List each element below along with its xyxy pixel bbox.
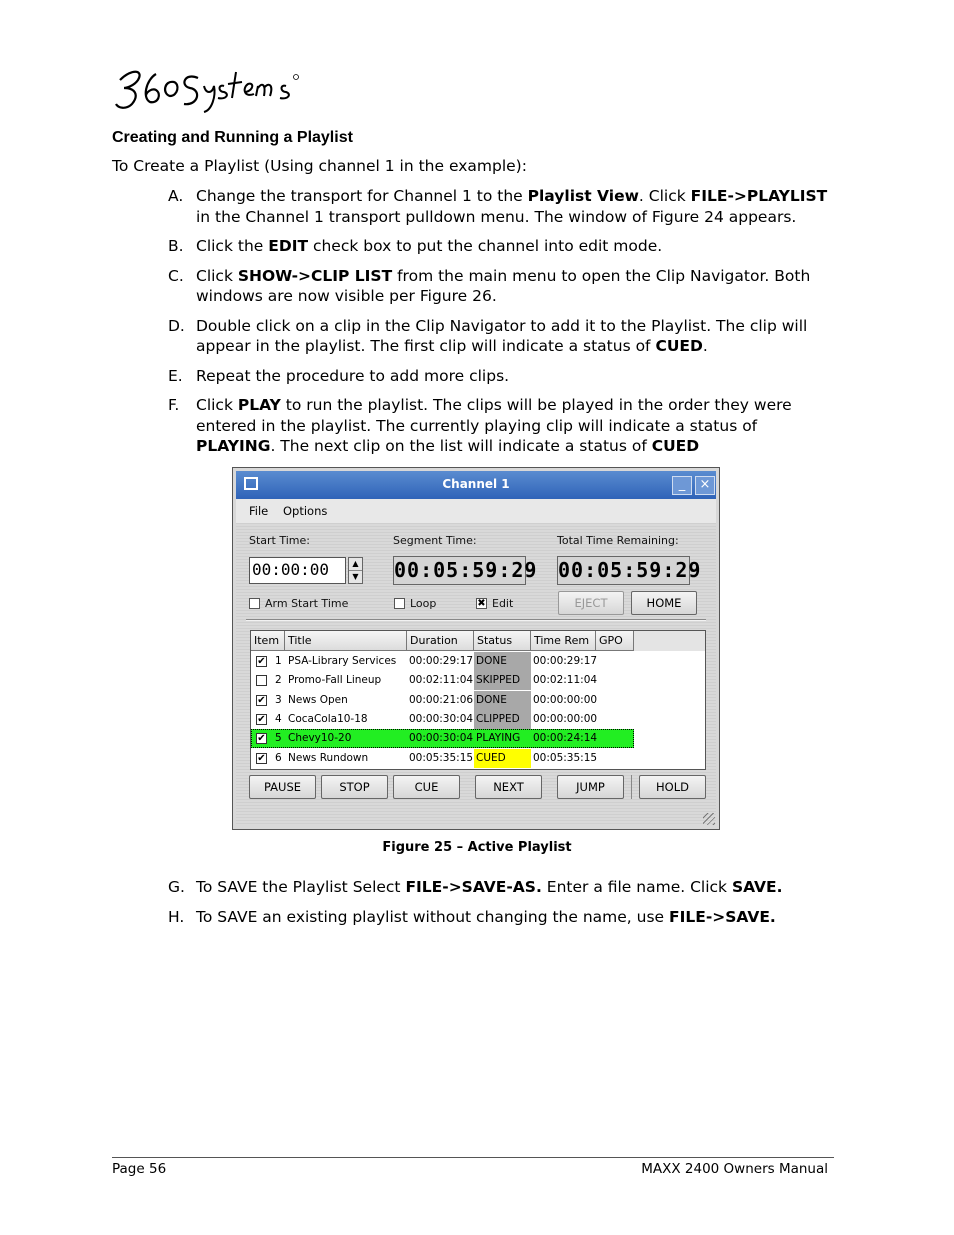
row-checkbox[interactable]: ✔ — [257, 733, 266, 745]
row-checkbox[interactable]: ✔ — [257, 656, 266, 667]
step-letter: C. — [168, 266, 184, 285]
step-fragment: Repeat the procedure to add more clips. — [196, 366, 510, 385]
cell-item: 6 — [275, 751, 282, 764]
cell-time-rem: 00:00:00:00 — [533, 693, 598, 706]
cell-item: 5 — [275, 732, 282, 745]
step-item — [168, 316, 838, 357]
cell-item: 3 — [275, 693, 282, 706]
step-fragment: Click the — [196, 237, 269, 255]
step-emphasis: SAVE. — [731, 878, 783, 896]
step-item — [168, 186, 838, 227]
step-fragment: check box to put the channel into edit mode. — [308, 237, 663, 255]
next-button[interactable]: NEXT — [475, 775, 542, 799]
step-letter: B. — [168, 237, 184, 255]
table-row[interactable] — [251, 710, 705, 729]
row-checkbox[interactable]: ✔ — [257, 713, 266, 725]
step-letter: D. — [168, 316, 185, 335]
steps-list-continued — [168, 877, 838, 936]
menu-bar — [236, 499, 716, 523]
cell-status: DONE — [476, 655, 507, 667]
cell-title: PSA-Library Services — [288, 655, 397, 667]
arm-start-label: Arm Start Time — [265, 597, 349, 610]
step-text — [196, 395, 838, 457]
column-header-title[interactable]: Title — [285, 631, 407, 651]
stop-button[interactable]: STOP — [321, 775, 388, 799]
step-fragment: Enter a file name. Click — [541, 878, 732, 896]
step-emphasis: Playlist View — [527, 187, 639, 205]
total-remaining-label: Total Time Remaining: — [557, 534, 679, 547]
step-fragment: . Click — [638, 187, 691, 205]
page-number: Page 56 — [112, 1161, 167, 1177]
edit-checkbox[interactable]: ✖ — [477, 598, 486, 609]
total-remaining-display: 00:05:59:29 — [557, 556, 690, 585]
home-button[interactable]: HOME — [631, 591, 697, 615]
step-emphasis: FILE->PLAYLIST — [690, 187, 828, 205]
step-letter: H. — [168, 907, 185, 926]
table-header — [251, 631, 705, 651]
spin-down-icon[interactable]: ▼ — [352, 572, 359, 581]
cell-item: 1 — [275, 655, 282, 667]
cell-time-rem: 00:05:35:15 — [533, 751, 598, 764]
start-time-spinner[interactable] — [348, 557, 363, 584]
step-item — [168, 877, 838, 898]
step-fragment: Double click on a clip in the Clip Navigator to add it to the Playlist. The clip will appear in the playlist. The first clip will indicate a status of — [196, 316, 808, 355]
step-emphasis: CUED — [655, 337, 703, 355]
cell-title: News Open — [288, 693, 348, 706]
step-fragment: Click — [196, 396, 238, 414]
cell-title: Promo-Fall Lineup — [288, 674, 382, 687]
step-item — [168, 395, 838, 457]
pause-button[interactable]: PAUSE — [249, 775, 316, 799]
column-header-duration[interactable]: Duration — [407, 631, 474, 651]
button-separator — [631, 775, 632, 799]
step-item — [168, 266, 838, 307]
menu-file[interactable]: File — [249, 504, 269, 518]
minimize-icon[interactable]: _ — [672, 476, 692, 495]
step-fragment: . The next clip on the list will indicate a status of — [270, 437, 652, 455]
intro-text: To Create a Playlist (Using channel 1 in the example): — [112, 157, 527, 175]
step-emphasis: FILE->SAVE. — [669, 907, 776, 926]
table-row[interactable] — [251, 691, 705, 710]
start-time-input[interactable]: 00:00:00 — [249, 557, 346, 584]
step-emphasis: PLAYING — [196, 437, 271, 455]
step-text — [196, 186, 838, 227]
cell-title: Chevy10-20 — [288, 732, 352, 745]
step-letter: E. — [168, 366, 183, 385]
segment-time-display: 00:05:59:29 — [393, 556, 526, 585]
table-row[interactable] — [251, 749, 705, 768]
cell-duration: 00:05:35:15 — [409, 751, 474, 764]
step-emphasis: EDIT — [268, 237, 309, 255]
window-title: Channel 1 — [442, 477, 510, 491]
table-row[interactable] — [251, 671, 705, 690]
step-text — [196, 907, 838, 928]
step-letter: G. — [168, 878, 185, 896]
table-row[interactable] — [251, 729, 705, 748]
footer-rule — [112, 1157, 834, 1158]
cell-duration: 00:00:29:17 — [409, 655, 474, 667]
step-emphasis: CUED — [651, 437, 700, 455]
step-fragment: To SAVE the Playlist Select — [196, 878, 406, 896]
column-header-gpo[interactable]: GPO — [596, 631, 634, 651]
jump-button[interactable]: JUMP — [557, 775, 624, 799]
cell-title: News Rundown — [288, 751, 369, 764]
cell-status: SKIPPED — [476, 674, 521, 687]
step-fragment: Click — [196, 266, 238, 285]
step-item — [168, 366, 838, 387]
edit-label: Edit — [492, 597, 514, 610]
row-checkbox[interactable]: ✔ — [257, 752, 266, 764]
close-icon[interactable]: × — [695, 476, 715, 495]
cell-item: 4 — [275, 712, 282, 725]
arm-start-checkbox[interactable] — [249, 598, 260, 609]
cell-duration: 00:00:21:06 — [409, 693, 474, 706]
step-text — [196, 266, 838, 307]
cell-time-rem: 00:00:00:00 — [533, 712, 598, 725]
step-fragment: in the Channel 1 transport pulldown menu. The window of Figure 24 appears. — [196, 207, 797, 226]
step-emphasis: FILE->SAVE-AS. — [405, 878, 542, 896]
row-checkbox[interactable] — [256, 675, 267, 686]
transport-panel — [236, 523, 716, 825]
cell-item: 2 — [275, 674, 282, 687]
cell-time-rem: 00:02:11:04 — [533, 674, 598, 687]
company-logo — [112, 60, 312, 116]
section-heading: Creating and Running a Playlist — [112, 129, 353, 146]
window-titlebar[interactable] — [236, 471, 716, 499]
loop-label: Loop — [410, 597, 437, 610]
step-letter: A. — [168, 187, 184, 205]
step-fragment: to run the playlist. The clips will be played in the order they were entered in the playlist. The currently playing clip will indicate a status of — [196, 396, 792, 435]
segment-time-label: Segment Time: — [393, 534, 477, 547]
cell-status: CLIPPED — [476, 712, 520, 725]
step-fragment: . — [702, 337, 708, 355]
step-fragment: Change the transport for Channel 1 to the — [196, 187, 528, 205]
channel-window — [232, 467, 720, 830]
cell-status: CUED — [476, 751, 506, 764]
cell-time-rem: 00:00:24:14 — [533, 732, 598, 745]
menu-options[interactable]: Options — [283, 504, 328, 518]
divider — [246, 619, 706, 621]
cell-duration: 00:00:30:04 — [409, 732, 474, 745]
step-text — [196, 236, 838, 257]
step-fragment: from the main menu to open the Clip Navigator. Both windows are now visible per Figure 26. — [196, 266, 811, 305]
hold-button[interactable]: HOLD — [639, 775, 706, 799]
step-text — [196, 877, 838, 898]
cell-time-rem: 00:00:29:17 — [533, 655, 598, 667]
cell-status: DONE — [476, 693, 507, 706]
step-item — [168, 236, 838, 257]
start-time-label: Start Time: — [249, 534, 310, 547]
step-text — [196, 316, 838, 357]
column-header-status[interactable]: Status — [474, 631, 531, 651]
cell-status: PLAYING — [476, 732, 521, 745]
steps-list — [168, 186, 838, 466]
figure-caption: Figure 25 – Active Playlist — [382, 840, 572, 855]
cell-duration: 00:02:11:04 — [409, 674, 474, 687]
column-header-time-rem[interactable]: Time Rem — [531, 631, 596, 651]
column-header-item[interactable]: Item — [251, 631, 285, 651]
step-emphasis: PLAY — [237, 396, 281, 414]
cell-duration: 00:00:30:04 — [409, 712, 474, 725]
manual-title: MAXX 2400 Owners Manual — [641, 1161, 828, 1177]
cell-title: CocaCola10-18 — [288, 712, 368, 725]
step-fragment: To SAVE an existing playlist without changing the name, use — [196, 907, 669, 926]
table-row[interactable] — [251, 652, 705, 671]
step-emphasis: SHOW->CLIP LIST — [237, 266, 393, 285]
playlist-table — [250, 630, 706, 770]
row-checkbox[interactable]: ✔ — [257, 694, 266, 706]
cue-button[interactable]: CUE — [393, 775, 460, 799]
loop-checkbox[interactable] — [394, 598, 405, 609]
step-item — [168, 907, 838, 928]
step-letter: F. — [168, 396, 180, 414]
resize-grip-icon[interactable] — [703, 813, 715, 825]
spin-up-icon[interactable]: ▲ — [349, 558, 362, 571]
eject-button[interactable]: EJECT — [558, 591, 624, 615]
step-text — [196, 366, 838, 387]
